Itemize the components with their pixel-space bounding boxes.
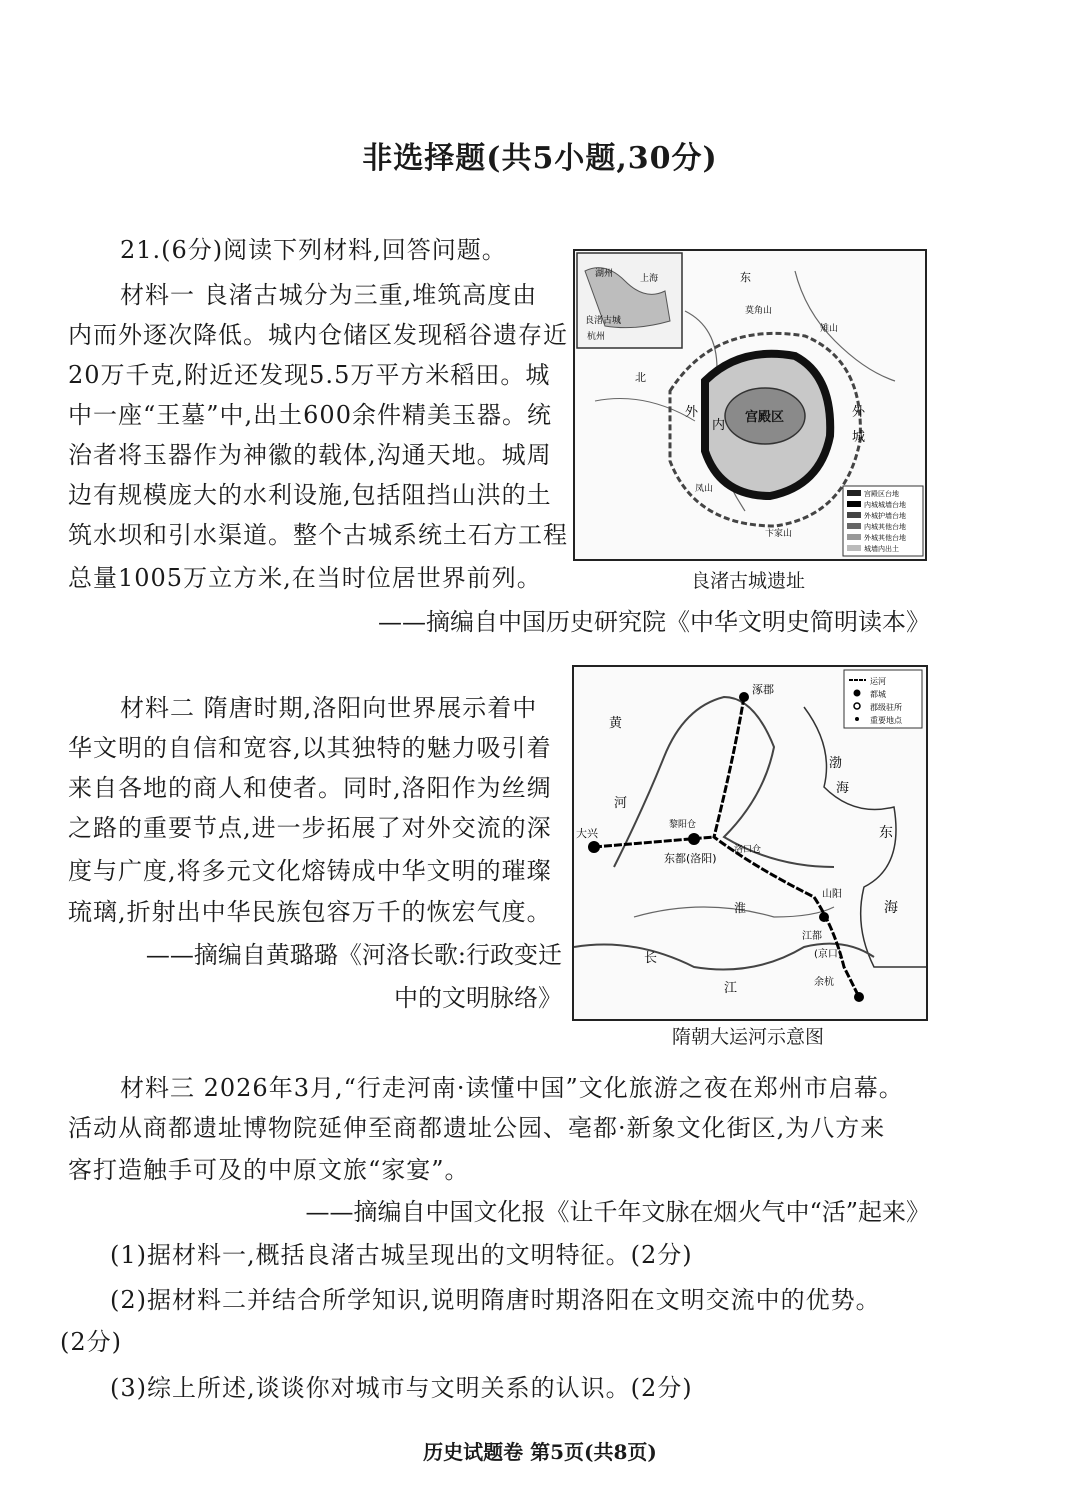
- subquestion-3: (3)综上所述,谈谈你对城市与文明关系的认识。(2分): [110, 1374, 693, 1402]
- map-place-label: 黄: [609, 716, 623, 731]
- map-place-label: 江都: [802, 931, 822, 942]
- map-place-label: 东: [740, 271, 751, 284]
- grand-canal-map-caption: 隋朝大运河示意图: [671, 1026, 824, 1048]
- material3-line: 客打造触手可及的中原文旅“家宴”。: [68, 1156, 470, 1184]
- legend-prefecture-symbol: [854, 703, 860, 709]
- material3-line: 活动从商都遗址博物院延伸至商都遗址公园、亳都·新象文化街区,为八方来: [68, 1114, 886, 1142]
- outer-label: 城: [852, 430, 866, 445]
- material2-line: 琉璃,折射出中华民族包容万千的恢宏气度。: [68, 898, 552, 926]
- material1-line: 内而外逐次降低。城内仓储区发现稻谷遗存近: [68, 321, 568, 349]
- map-place-label: 涿郡: [752, 683, 774, 696]
- map-place-label: 雉山: [820, 324, 839, 334]
- legend-label: 宫殿区台地: [864, 490, 899, 498]
- map-place-label: 凤山: [695, 484, 714, 494]
- coastline: [804, 707, 926, 967]
- legend-label: 重要地点: [870, 716, 902, 725]
- material3-source: ——摘编自中国文化报《让千年文脉在烟火气中“活”起来》: [305, 1198, 930, 1226]
- city-marker: [739, 692, 749, 702]
- map-place-label: 淮: [734, 901, 747, 915]
- map-place-label: 山阳: [822, 889, 842, 900]
- inset-label: 良渚古城: [585, 316, 622, 326]
- material1-line: 筑水坝和引水渠道。整个古城系统土石方工程: [68, 521, 568, 549]
- liangzhu-map-figure: [573, 249, 927, 561]
- subquestion-2-points: (2分): [60, 1328, 122, 1356]
- map-place-label: (京口): [814, 949, 842, 960]
- legend-label: 外城护墙台地: [864, 512, 906, 520]
- map-place-label: 北: [635, 371, 646, 384]
- legend-swatch: [847, 545, 861, 551]
- map-place-label: 东都(洛阳): [664, 852, 717, 865]
- page-footer: 历史试题卷 第5页(共8页): [423, 1440, 657, 1464]
- inner-label: 内: [712, 418, 726, 433]
- material2-line: 华文明的自信和宽容,以其独特的魅力吸引着: [68, 734, 552, 762]
- material2-line: 度与广度,将多元文化熔铸成中华文明的璀璨: [68, 857, 552, 885]
- legend-swatch: [847, 523, 861, 529]
- city-marker: [819, 912, 829, 922]
- capital-marker: [588, 841, 600, 853]
- map-place-label: 东: [879, 825, 893, 841]
- material1-line: 总量1005万立方米,在当时位居世界前列。: [68, 564, 542, 592]
- material1-line: 边有规模庞大的水利设施,包括阻挡山洪的土: [68, 481, 552, 509]
- inset-label: 上海: [640, 274, 659, 284]
- map-place-label: 卞家山: [765, 529, 793, 539]
- section-heading: 非选择题(共5小题,30分): [362, 141, 718, 176]
- legend-label: 内城城墙台地: [864, 501, 906, 509]
- map-place-label: 莫角山: [745, 306, 773, 316]
- legend-label: 内城其他台地: [864, 523, 906, 531]
- legend-swatch: [847, 501, 861, 507]
- legend-swatch: [847, 512, 861, 518]
- subquestion-1: (1)据材料一,概括良渚古城呈现出的文明特征。(2分): [110, 1241, 693, 1269]
- map-place-label: 海: [884, 900, 898, 916]
- map-place-label: 长: [644, 951, 658, 966]
- material2-line: 之路的重要节点,进一步拓展了对外交流的深: [68, 814, 552, 842]
- outer-label: 外: [685, 405, 699, 420]
- city-marker: [854, 992, 864, 1002]
- legend-swatch: [847, 534, 861, 540]
- map-place-label: 黎阳仓: [669, 820, 697, 830]
- material1-line: 材料一 良渚古城分为三重,堆筑高度由: [120, 281, 538, 309]
- legend-swatch: [847, 490, 861, 496]
- inset-label: 杭州: [587, 332, 606, 342]
- legend-label: 运河: [870, 677, 886, 686]
- liangzhu-map-caption: 良渚古城遗址: [690, 570, 805, 592]
- material1-line: 治者将玉器作为神徽的载体,沟通天地。城周: [68, 441, 552, 469]
- outer-label: 外: [852, 405, 866, 420]
- legend-label: 郡级驻所: [870, 703, 902, 712]
- legend-capital-symbol: [854, 690, 861, 697]
- material2-source: 中的文明脉络》: [394, 984, 562, 1012]
- material3-line: 材料三 2026年3月,“行走河南·读懂中国”文化旅游之夜在郑州市启幕。: [120, 1074, 904, 1102]
- map-place-label: 江: [724, 981, 738, 996]
- subquestion-2: (2)据材料二并结合所学知识,说明隋唐时期洛阳在文明交流中的优势。: [110, 1286, 881, 1314]
- map-place-label: 海: [836, 781, 850, 796]
- material2-line: 来自各地的商人和使者。同时,洛阳作为丝绸: [68, 774, 552, 802]
- capital-marker: [688, 833, 700, 845]
- map-place-label: 洛口仓: [734, 845, 762, 855]
- material1-line: 中一座“王墓”中,出土600余件精美玉器。统: [68, 401, 552, 429]
- grand-canal-map-figure: [572, 665, 928, 1021]
- question-number-line: 21.(6分)阅读下列材料,回答问题。: [120, 236, 507, 264]
- legend-label: 都城: [870, 690, 886, 699]
- river-line: [595, 399, 695, 422]
- liangzhu-map: [575, 251, 925, 559]
- legend-label: 外城其他台地: [864, 534, 906, 542]
- inset-label: 湖州: [595, 269, 614, 279]
- material1-line: 20万千克,附近还发现5.5万平方米稻田。城: [68, 361, 551, 389]
- palace-label: 宫殿区: [745, 410, 785, 425]
- material1-source: ——摘编自中国历史研究院《中华文明史简明读本》: [378, 608, 930, 636]
- material2-line: 材料二 隋唐时期,洛阳向世界展示着中: [120, 694, 538, 722]
- legend-place-symbol: [855, 717, 859, 721]
- material2-source: ——摘编自黄璐璐《河洛长歌:行政变迁: [145, 941, 562, 969]
- map-place-label: 河: [614, 796, 628, 811]
- map-place-label: 余杭: [814, 977, 834, 988]
- legend-label: 城墙内出土: [864, 545, 899, 553]
- map-place-label: 大兴: [576, 827, 598, 840]
- grand-canal-map: [574, 667, 926, 1019]
- map-place-label: 渤: [829, 756, 843, 771]
